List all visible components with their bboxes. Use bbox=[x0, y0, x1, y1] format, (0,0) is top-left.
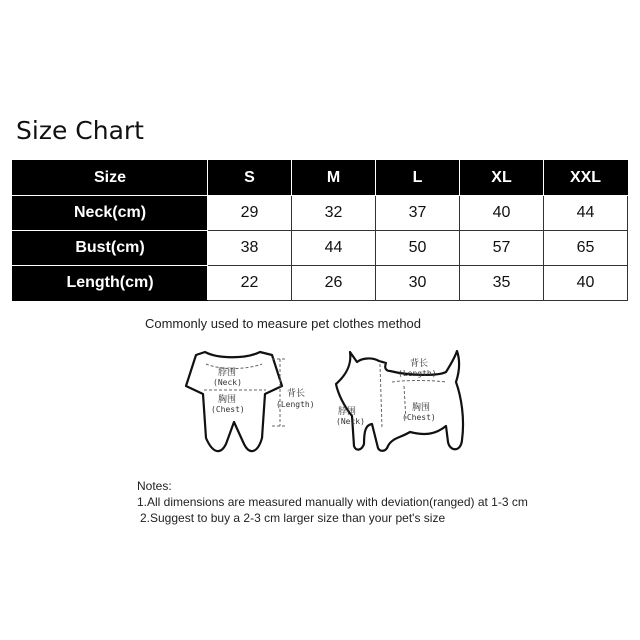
header-cell-size: Size bbox=[13, 161, 208, 196]
dog-outline-icon bbox=[336, 351, 463, 451]
table-cell: 40 bbox=[544, 266, 628, 301]
neck-measure-line bbox=[204, 359, 287, 426]
right-length-cn-label: 背长 bbox=[410, 359, 429, 369]
table-cell: 26 bbox=[292, 266, 376, 301]
table-cell: 50 bbox=[376, 231, 460, 266]
right-neck-en-label: (Neck) bbox=[336, 417, 365, 426]
row-label-neck: Neck(cm) bbox=[13, 196, 208, 231]
table-cell: 22 bbox=[208, 266, 292, 301]
table-cell: 44 bbox=[292, 231, 376, 266]
left-chest-en-label: (Chest) bbox=[211, 405, 245, 414]
table-cell: 32 bbox=[292, 196, 376, 231]
left-length-cn-label: 背长 bbox=[287, 389, 306, 399]
table-cell: 57 bbox=[460, 231, 544, 266]
notes-heading: Notes: bbox=[137, 479, 172, 493]
notes-section bbox=[137, 478, 528, 526]
row-label-bust: Bust(cm) bbox=[13, 231, 208, 266]
table-cell: 35 bbox=[460, 266, 544, 301]
measure-caption: Commonly used to measure pet clothes method bbox=[144, 316, 422, 331]
table-cell: 30 bbox=[376, 266, 460, 301]
table-cell: 38 bbox=[208, 231, 292, 266]
table-cell: 37 bbox=[376, 196, 460, 231]
table-cell: 29 bbox=[208, 196, 292, 231]
right-neck-cn-label: 脖围 bbox=[338, 407, 357, 417]
left-neck-cn-label: 脖围 bbox=[218, 368, 237, 378]
header-cell-xxl: XXL bbox=[544, 161, 628, 196]
row-label-length: Length(cm) bbox=[13, 266, 208, 301]
header-cell-l: L bbox=[376, 161, 460, 196]
note-item: 1.All dimensions are measured manually with deviation(ranged) at 1-3 cm bbox=[137, 495, 528, 509]
right-length-en-label: (Length) bbox=[398, 369, 437, 378]
header-cell-m: M bbox=[292, 161, 376, 196]
header-cell-s: S bbox=[208, 161, 292, 196]
right-chest-cn-label: 胸围 bbox=[412, 403, 431, 413]
left-length-en-label: (Length) bbox=[276, 400, 315, 409]
left-neck-en-label: (Neck) bbox=[213, 378, 242, 387]
table-cell: 40 bbox=[460, 196, 544, 231]
note-item: 2.Suggest to buy a 2-3 cm larger size than your pet's size bbox=[140, 511, 446, 525]
table-cell: 44 bbox=[544, 196, 628, 231]
page-title: Size Chart bbox=[16, 116, 144, 145]
right-chest-en-label: (Chest) bbox=[402, 413, 436, 422]
left-chest-cn-label: 胸围 bbox=[218, 395, 237, 405]
header-cell-xl: XL bbox=[460, 161, 544, 196]
table-cell: 65 bbox=[544, 231, 628, 266]
